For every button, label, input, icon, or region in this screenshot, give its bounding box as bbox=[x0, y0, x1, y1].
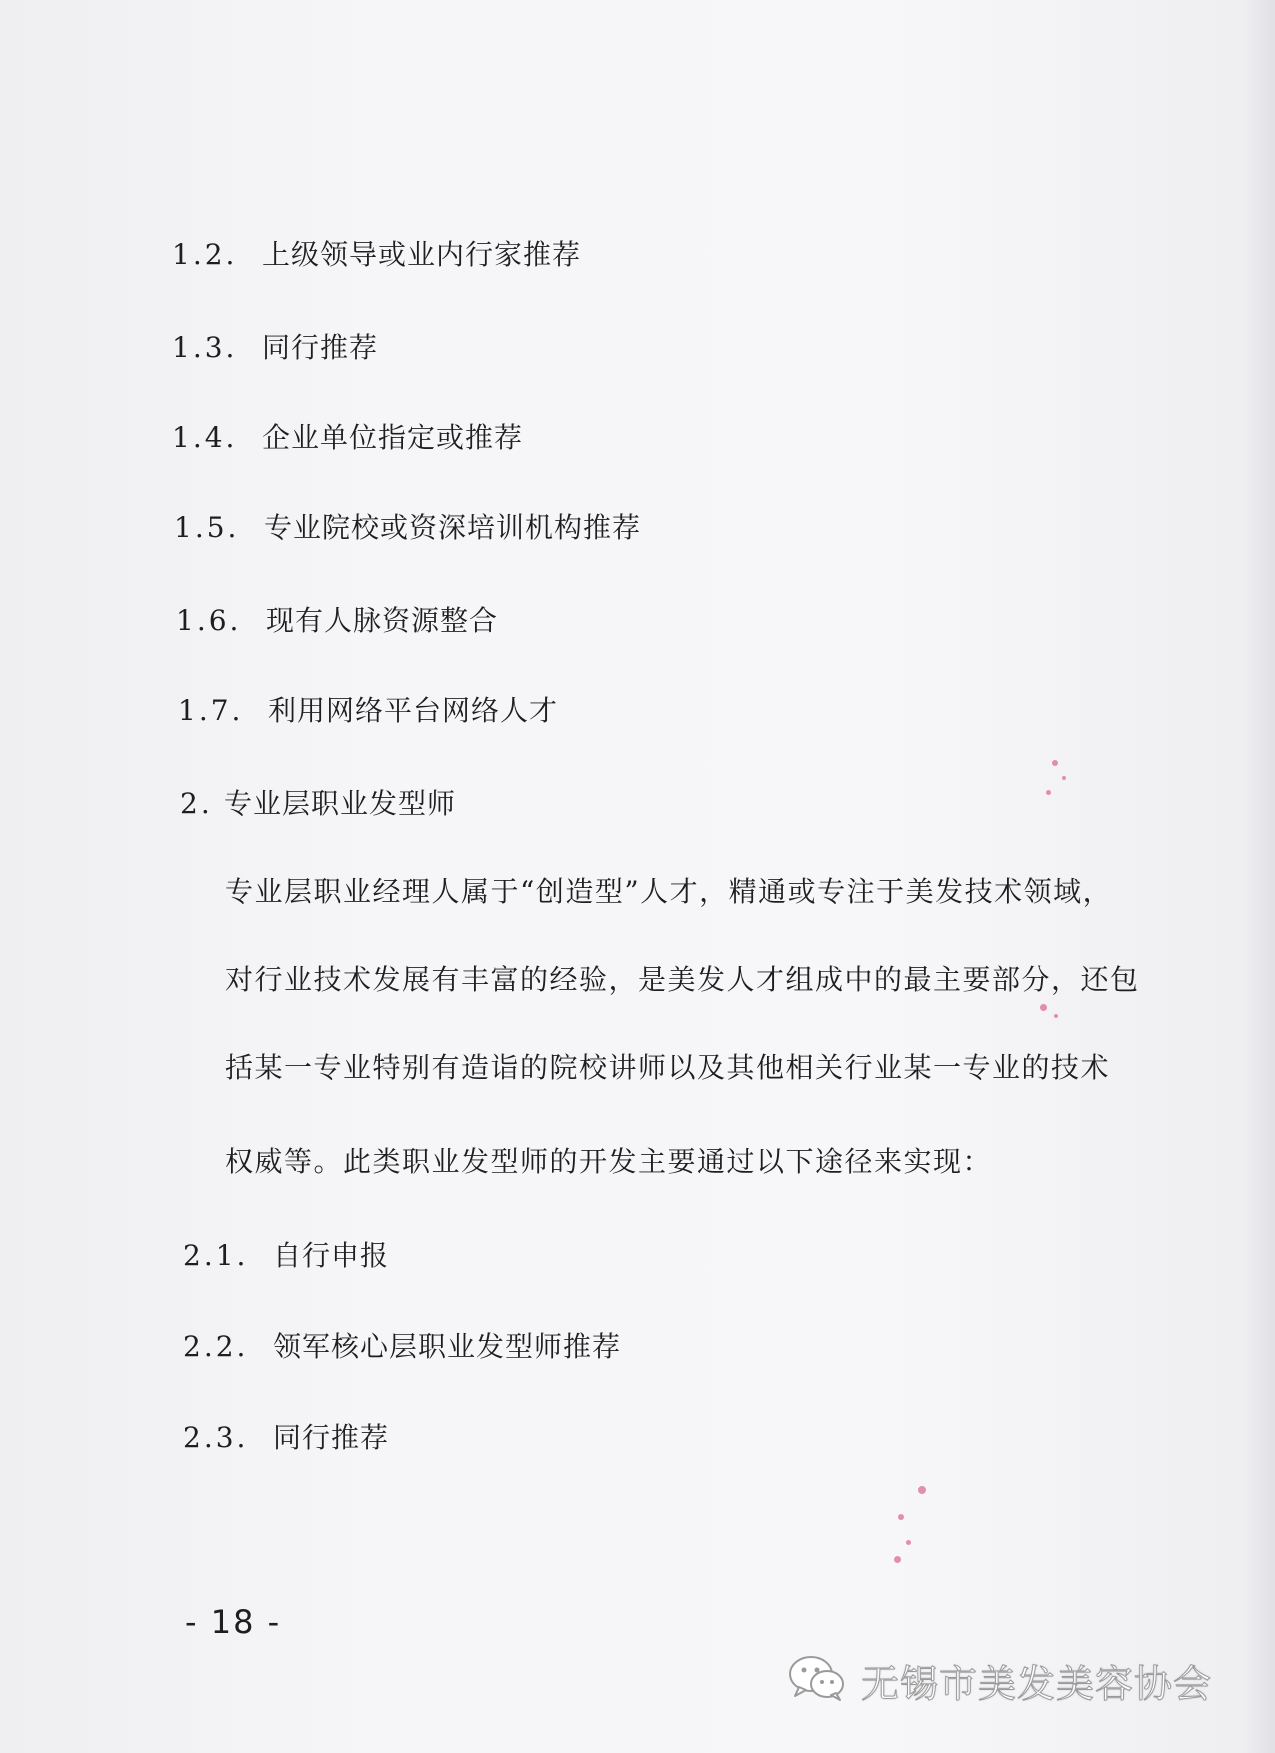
paragraph-line: 权威等。此类职业发型师的开发主要通过以下途径来实现： bbox=[225, 1145, 993, 1178]
paragraph-line: 括某一专业特别有造诣的院校讲师以及其他相关行业某一专业的技术 bbox=[225, 1051, 1111, 1084]
paragraph-line: 专业层职业经理人属于“创造型”人才，精通或专注于美发技术领域， bbox=[225, 875, 1113, 908]
item-number: 1.4. bbox=[172, 421, 238, 454]
stamp-stain bbox=[1062, 776, 1066, 780]
item-text: 现有人脉资源整合 bbox=[266, 604, 499, 637]
item-text: 企业单位指定或推荐 bbox=[262, 421, 524, 454]
item-number: 1.6. bbox=[176, 604, 242, 637]
item-text: 利用网络平台网络人才 bbox=[268, 694, 559, 727]
list-item bbox=[172, 328, 378, 368]
list-item bbox=[172, 235, 581, 275]
stamp-stain bbox=[1040, 1004, 1047, 1011]
item-number: 1.2. bbox=[172, 238, 238, 271]
item-number: 1.3. bbox=[172, 331, 238, 364]
item-number: 2.1. bbox=[183, 1239, 249, 1272]
section-number: 2. bbox=[180, 787, 213, 820]
item-text: 上级领导或业内行家推荐 bbox=[262, 238, 582, 271]
item-text: 专业院校或资深培训机构推荐 bbox=[264, 511, 642, 544]
stamp-stain bbox=[918, 1486, 926, 1494]
stamp-stain bbox=[898, 1514, 904, 1520]
item-text: 同行推荐 bbox=[273, 1421, 390, 1454]
item-number: 1.5. bbox=[174, 511, 240, 544]
list-item bbox=[174, 508, 641, 548]
watermark-text: 无锡市美发美容协会 bbox=[861, 1661, 1213, 1706]
list-item bbox=[183, 1236, 389, 1276]
item-number: 2.3. bbox=[183, 1421, 249, 1454]
list-item bbox=[172, 418, 523, 458]
stamp-stain bbox=[906, 1540, 911, 1545]
list-item bbox=[176, 601, 498, 641]
list-item bbox=[178, 691, 558, 731]
stamp-stain bbox=[1052, 760, 1058, 766]
item-text: 自行申报 bbox=[273, 1239, 390, 1272]
item-text: 领军核心层职业发型师推荐 bbox=[273, 1330, 622, 1363]
wechat-watermark bbox=[787, 1652, 1212, 1708]
page-edge-shadow bbox=[1243, 0, 1275, 1753]
section-title: 专业层职业发型师 bbox=[224, 787, 457, 820]
stamp-stain bbox=[894, 1556, 901, 1563]
item-number: 1.7. bbox=[178, 694, 244, 727]
section-heading bbox=[180, 784, 456, 824]
wechat-icon bbox=[787, 1653, 847, 1707]
list-item bbox=[183, 1418, 389, 1458]
list-item bbox=[183, 1327, 621, 1367]
item-text: 同行推荐 bbox=[262, 331, 379, 364]
stamp-stain bbox=[1054, 1014, 1058, 1018]
page-number: - 18 - bbox=[185, 1603, 282, 1641]
paragraph-line: 对行业技术发展有丰富的经验，是美发人才组成中的最主要部分，还包 bbox=[225, 963, 1140, 996]
stamp-stain bbox=[1046, 790, 1051, 795]
item-number: 2.2. bbox=[183, 1330, 249, 1363]
